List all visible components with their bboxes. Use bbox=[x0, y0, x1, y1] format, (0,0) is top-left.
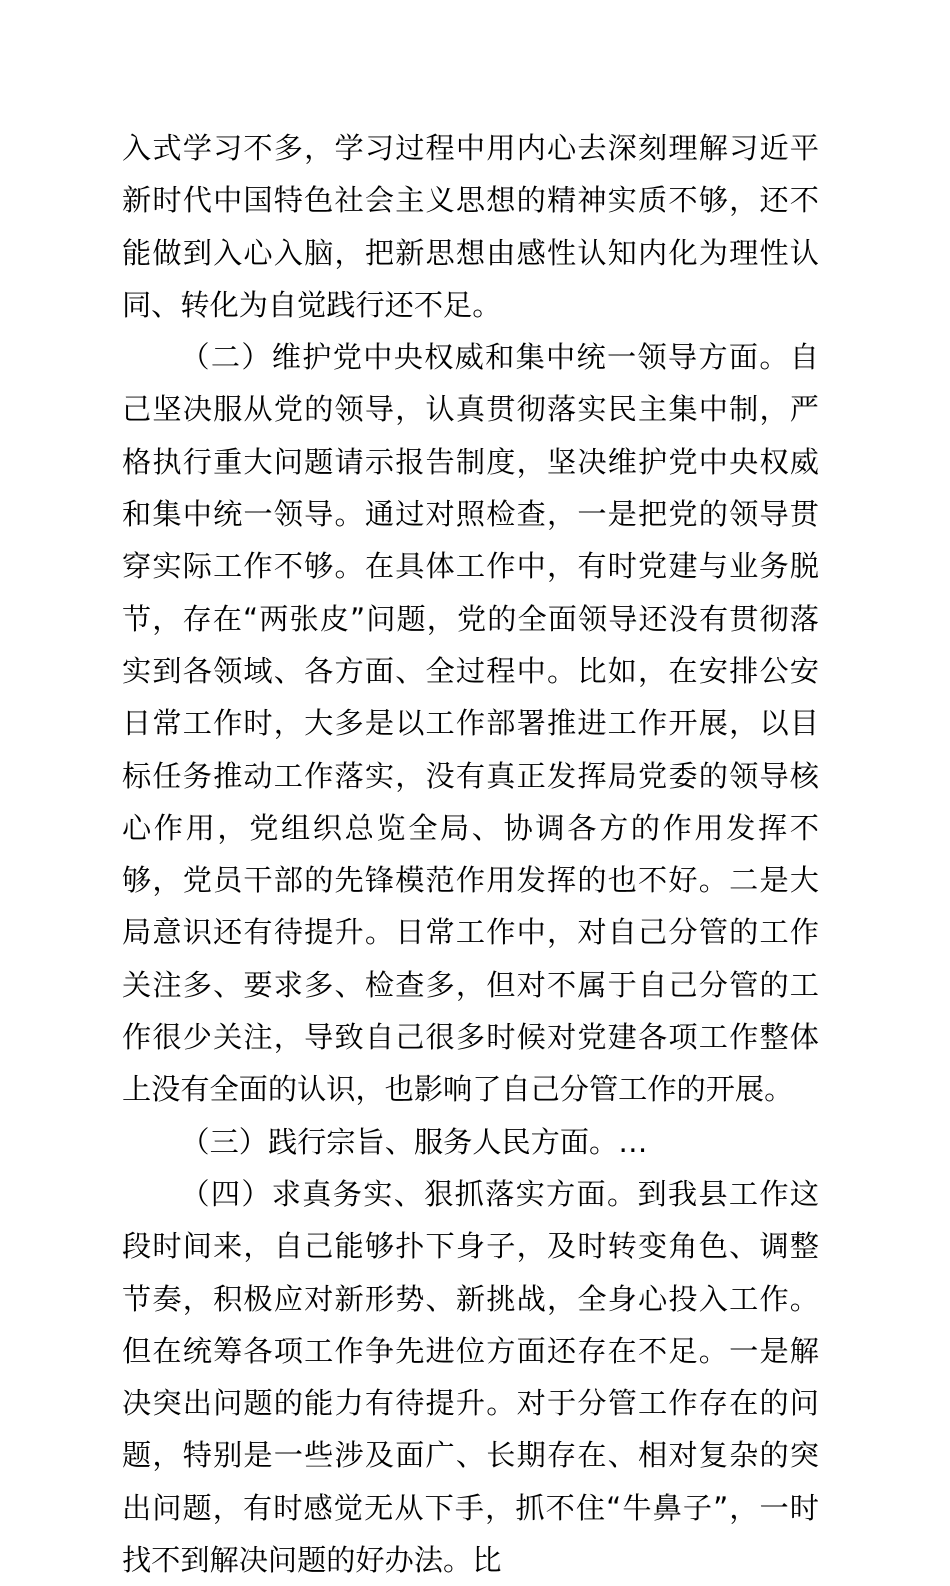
paragraph-section-four: （四）求真务实、狠抓落实方面。到我县工作这段时间来，自己能够扑下身子，及时转变角色、调整节奏，积极应对新形势、新挑战，全身心投入工作。但在统筹各项工作争先进位方面还存在不足。一是解决突出问题的能力有待提升。对于分管工作存在的问题，特别是一些涉及面广、长期存在、相对复杂的突出问题，有时感觉无从下手，抓不住“牛鼻子”，一时找不到解决问题的好办法。比 bbox=[122, 1176, 819, 1578]
paragraph-section-three: （三）践行宗旨、服务人民方面。… bbox=[180, 1124, 648, 1159]
paragraph-continuation: 入式学习不多，学习过程中用内心去深刻理解习近平新时代中国特色社会主义思想的精神实质不够，还不能做到入心入脑，把新思想由感性认知内化为理性认同、转化为自觉践行还不足。 bbox=[122, 131, 819, 322]
document-text-column bbox=[122, 122, 819, 1586]
paragraph-section-two: （二）维护党中央权威和集中统一领导方面。自己坚决服从党的领导，认真贯彻落实民主集中制，严格执行重大问题请示报告制度，坚决维护党中央权威和集中统一领导。通过对照检查，一是把党的领导贯穿实际工作不够。在具体工作中，有时党建与业务脱节，存在“两张皮”问题，党的全面领导还没有贯彻落实到各领域、各方面、全过程中。比如，在安排公安日常工作时，大多是以工作部署推进工作开展，以目标任务推动工作落实，没有真正发挥局党委的领导核心作用，党组织总览全局、协调各方的作用发挥不够，党员干部的先锋模范作用发挥的也不好。二是大局意识还有待提升。日常工作中，对自己分管的工作关注多、要求多、检查多，但对不属于自己分管的工作很少关注，导致自己很多时候对党建各项工作整体上没有全面的认识，也影响了自己分管工作的开展。 bbox=[122, 340, 819, 1107]
